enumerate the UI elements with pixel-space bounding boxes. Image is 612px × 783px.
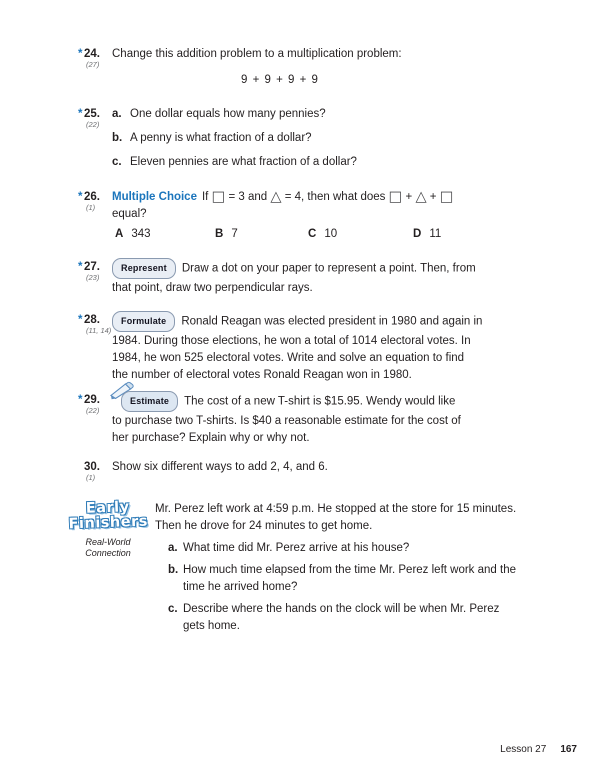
subpart-text: One dollar equals how many pennies? — [130, 108, 326, 120]
intro-text: Then he drove for 24 minutes to get home. — [155, 520, 373, 532]
problem-29-body — [112, 392, 492, 447]
problem-text: 1984. During those elections, he won a total of 1014 electoral votes. In — [112, 335, 471, 347]
represent-badge: Represent — [112, 259, 176, 280]
choice-value: 11 — [429, 228, 442, 240]
choice-value: 343 — [131, 228, 151, 240]
subpart-label: a. — [168, 542, 178, 554]
subpart-text: Eleven pennies are what fraction of a dollar? — [130, 156, 357, 168]
star-marker: * — [78, 314, 83, 326]
subpart-label: c. — [168, 603, 178, 615]
choice-letter: A — [115, 228, 124, 240]
early-finishers-intro — [155, 501, 551, 535]
star-marker: * — [78, 394, 83, 406]
problem-text: that point, draw two perpendicular rays. — [112, 282, 313, 294]
problem-25-header — [78, 106, 112, 178]
intro-text: Mr. Perez left work at 4:59 p.m. He stopped at the store for 15 minutes. — [155, 503, 517, 515]
early-finishers-logo — [62, 499, 155, 532]
problem-number: 29. — [84, 394, 100, 406]
subpart-a — [112, 106, 492, 123]
lesson-ref: (1) — [86, 473, 96, 482]
choice-letter: C — [308, 228, 317, 240]
problem-text: If — [201, 191, 212, 203]
logo-line-1: Early — [85, 499, 130, 517]
problem-26-header — [78, 189, 112, 243]
problem-29 — [78, 392, 492, 447]
logo-line-2: Finishers — [68, 513, 149, 533]
problem-text: to purchase two T-shirts. Is $40 a reasonable estimate for the cost of — [112, 415, 461, 427]
problem-number: 25. — [84, 108, 100, 120]
lesson-label: Lesson 27 — [500, 744, 547, 755]
early-finishers-sidebar — [62, 501, 154, 640]
page-number: 167 — [560, 744, 577, 755]
early-finishers-body — [155, 501, 551, 640]
subpart-label: c. — [112, 156, 122, 168]
subpart-label: a. — [112, 108, 122, 120]
problem-number: 26. — [84, 191, 100, 203]
problem-text: Change this addition problem to a multiplication problem: — [112, 48, 402, 60]
problem-27-body — [112, 259, 492, 297]
problem-30-header — [78, 459, 112, 482]
problem-number: 30. — [84, 461, 100, 473]
problem-24-header — [78, 46, 112, 89]
problem-number: 24. — [84, 48, 100, 60]
answer-choices — [112, 226, 492, 243]
problem-29-header — [78, 392, 112, 447]
triangle-symbol: △ — [270, 189, 282, 205]
problem-text: + — [426, 191, 440, 203]
star-marker: * — [78, 261, 83, 273]
problem-30-body — [112, 459, 492, 482]
problem-text: her purchase? Explain why or why not. — [112, 432, 310, 444]
lesson-ref: (23) — [86, 273, 100, 282]
square-symbol: □ — [439, 189, 454, 205]
problem-28-body — [112, 312, 492, 384]
choice-a — [115, 226, 151, 243]
problem-25 — [78, 106, 492, 178]
formulate-badge: Formulate — [112, 312, 175, 333]
problem-24 — [78, 46, 492, 89]
subpart-text: A penny is what fraction of a dollar? — [130, 132, 312, 144]
star-marker: * — [78, 191, 83, 203]
subpart-label: b. — [168, 564, 179, 576]
problem-text: + — [402, 191, 416, 203]
lesson-ref: (27) — [86, 60, 100, 69]
star-marker: * — [78, 48, 83, 60]
star-marker: * — [78, 108, 83, 120]
choice-c — [308, 226, 337, 243]
problem-28 — [78, 312, 492, 384]
lesson-ref: (11, 14) — [86, 326, 112, 335]
early-finishers-section — [62, 501, 552, 640]
problem-24-body — [112, 46, 492, 89]
subpart-c — [112, 154, 492, 171]
problem-text: = 3 and — [225, 191, 271, 203]
real-world-connection-label: Real-World Connection — [85, 537, 131, 558]
square-symbol: □ — [388, 189, 403, 205]
estimate-badge: Estimate — [121, 392, 178, 413]
multiple-choice-label: Multiple Choice — [112, 191, 197, 203]
choice-b — [215, 226, 238, 243]
problem-25-body — [112, 106, 492, 178]
choice-d — [413, 226, 441, 243]
problem-text: Draw a dot on your paper to represent a point. Then, from — [181, 262, 476, 275]
lesson-ref: (1) — [86, 203, 96, 212]
problem-number: 27. — [84, 261, 100, 273]
lesson-ref: (22) — [86, 120, 100, 129]
subpart-label: b. — [112, 132, 123, 144]
subpart-text: Describe where the hands on the clock will be when Mr. Perez gets home. — [183, 603, 500, 632]
problem-text: = 4, then what does — [281, 191, 389, 203]
subpart-text: What time did Mr. Perez arrive at his house? — [183, 542, 410, 554]
problem-text: the number of electoral votes Ronald Reagan won in 1980. — [112, 369, 412, 381]
lesson-ref: (22) — [86, 406, 100, 415]
problem-27 — [78, 259, 492, 297]
math-expression: 9 + 9 + 9 + 9 — [241, 74, 319, 86]
problem-text: Show six different ways to add 2, 4, and 6. — [112, 461, 328, 473]
triangle-symbol: △ — [415, 189, 427, 205]
problem-28-header — [78, 312, 112, 384]
subpart-text: How much time elapsed from the time Mr. Perez left work and the time he arrived home? — [183, 564, 516, 593]
page-footer — [500, 741, 577, 758]
problem-text: 1984, he won 525 electoral votes. Write and solve an equation to find — [112, 352, 465, 364]
subpart-b — [112, 130, 492, 147]
problem-number: 28. — [84, 314, 100, 326]
early-subpart-a — [168, 540, 551, 557]
problem-26-body — [112, 189, 492, 243]
problem-text: Ronald Reagan was elected president in 1980 and again in — [181, 315, 483, 328]
problem-30 — [78, 459, 492, 482]
problem-text: The cost of a new T-shirt is $15.95. Wendy would like — [184, 395, 456, 408]
choice-value: 7 — [231, 228, 238, 240]
early-subpart-b — [168, 562, 551, 596]
choice-letter: D — [413, 228, 422, 240]
problem-26 — [78, 189, 492, 243]
choice-letter: B — [215, 228, 224, 240]
problem-text: equal? — [112, 208, 147, 220]
square-symbol: □ — [211, 189, 226, 205]
choice-value: 10 — [324, 228, 338, 240]
problem-27-header — [78, 259, 112, 297]
early-subpart-c — [168, 601, 551, 635]
